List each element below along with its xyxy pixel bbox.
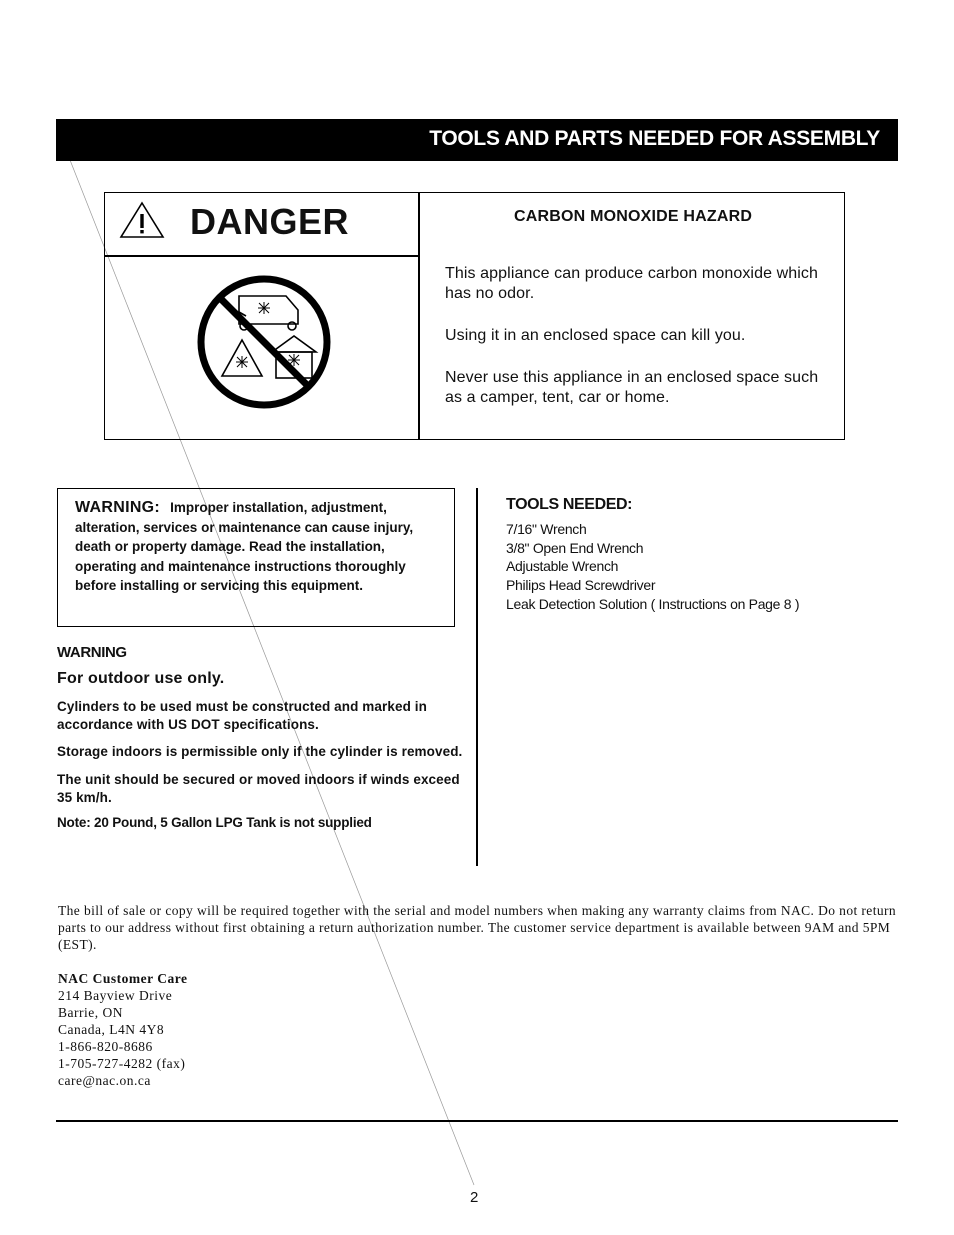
warning-triangle-icon [118, 200, 166, 240]
address-line: 214 Bayview Drive [58, 988, 173, 1003]
tool-item: Adjustable Wrench [506, 558, 619, 574]
warning-item: Cylinders to be used must be constructed and marked in accordance with US DOT specifications. [57, 699, 427, 732]
danger-box-divider [418, 192, 420, 440]
address-line: Canada, L4N 4Y8 [58, 1022, 165, 1037]
danger-box-divider [104, 255, 419, 257]
address-phone: 1-866-820-8686 [58, 1039, 153, 1054]
hazard-title: CARBON MONOXIDE HAZARD [514, 208, 753, 225]
column-divider [476, 488, 478, 866]
warning-label: WARNING: [75, 499, 161, 516]
address-name: NAC Customer Care [58, 971, 188, 986]
outdoor-use-notice: For outdoor use only. [57, 670, 225, 687]
page-number: 2 [470, 1189, 479, 1206]
warning-item: Storage indoors is permissible only if the cylinder is removed. [57, 744, 463, 759]
section-title: TOOLS AND PARTS NEEDED FOR ASSEMBLY [429, 127, 880, 150]
tool-item: Philips Head Screwdriver [506, 577, 656, 593]
warning-body: Improper installation, adjustment, alteration, services or maintenance can cause injury, death or property damage. Read the installation, operating and maintenance instructions thoroughly before installing or servicing this equipment. [75, 500, 414, 594]
danger-heading: DANGER [190, 201, 350, 242]
warning-box-text [75, 498, 445, 596]
warranty-paragraph: The bill of sale or copy will be required together with the serial and model numbers when making any warranty claims from NAC. Do not return parts to our address without first obtaining a return authorization number. The customer service department is available between 9AM and 5PM (EST). [58, 903, 897, 953]
section-header-bar [56, 119, 898, 161]
tools-heading: TOOLS NEEDED: [506, 496, 633, 513]
warning-heading: WARNING [57, 644, 127, 661]
tool-item: 3/8" Open End Wrench [506, 540, 644, 556]
tank-note: Note: 20 Pound, 5 Gallon LPG Tank is not supplied [57, 815, 372, 830]
hazard-paragraph: Never use this appliance in an enclosed space such as a camper, tent, car or home. [445, 369, 819, 406]
address-line: Barrie, ON [58, 1005, 123, 1020]
address-email: care@nac.on.ca [58, 1073, 151, 1088]
tool-item: 7/16" Wrench [506, 521, 587, 537]
address-fax: 1-705-727-4282 (fax) [58, 1056, 186, 1071]
tool-item: Leak Detection Solution ( Instructions on Page 8 ) [506, 596, 800, 612]
hazard-paragraph: Using it in an enclosed space can kill you. [445, 327, 746, 344]
no-enclosed-space-icon [194, 272, 334, 412]
footer-rule [56, 1120, 898, 1122]
hazard-paragraph: This appliance can produce carbon monoxide which has no odor. [445, 265, 819, 302]
warning-item: The unit should be secured or moved indoors if winds exceed 35 km/h. [57, 772, 460, 805]
